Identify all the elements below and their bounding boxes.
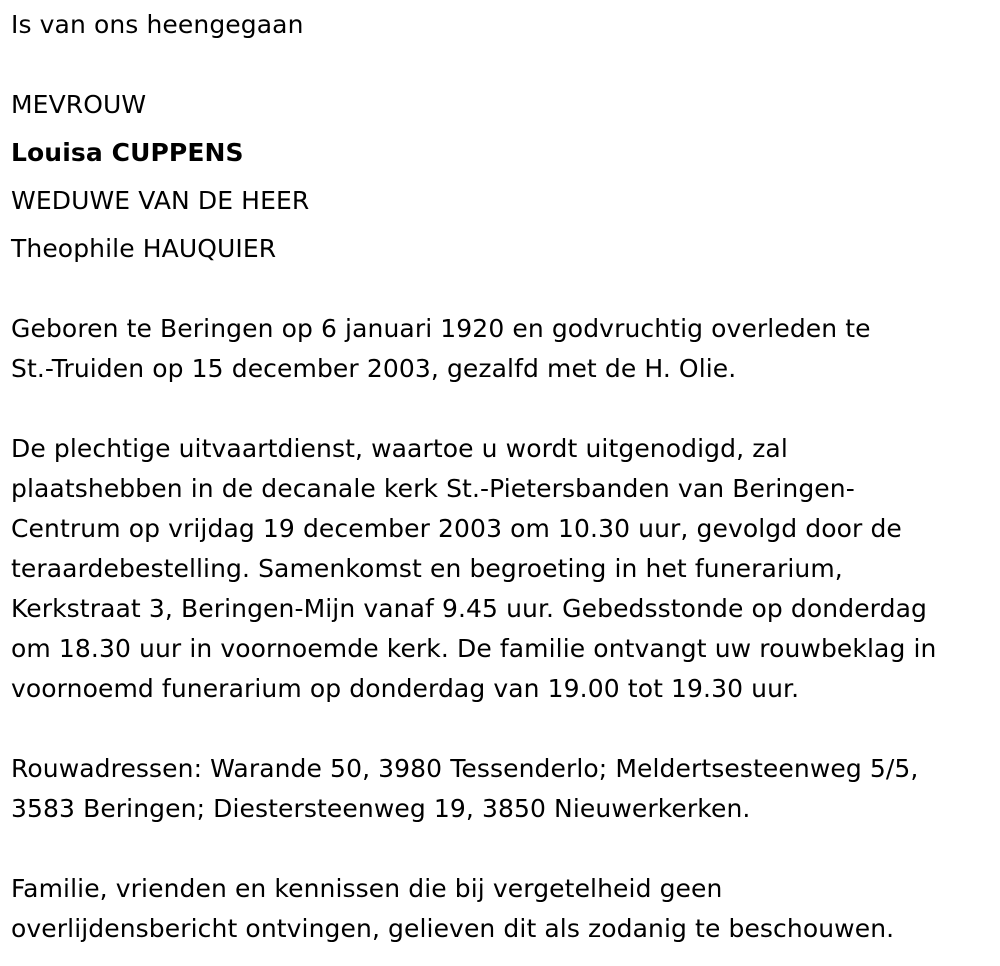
deceased-name: Louisa CUPPENS [11,138,244,167]
intro-text: Is van ons heengegaan [11,10,304,39]
paragraph-line: teraardebestelling. Samenkomst en begroeting in het funerarium, [11,554,843,583]
paragraph-line: St.-Truiden op 15 december 2003, gezalfd met de H. Olie. [11,354,737,383]
paragraph-line: Centrum op vrijdag 19 december 2003 om 10.30 uur, gevolgd door de [11,514,902,543]
widow-of-label: WEDUWE VAN DE HEER [11,186,310,215]
paragraph-line: Geboren te Beringen op 6 januari 1920 en godvruchtig overleden te [11,314,871,343]
paragraph-line: Rouwadressen: Warande 50, 3980 Tessenderlo; Meldertsesteenweg 5/5, [11,754,919,783]
paragraph-line: om 18.30 uur in voornoemde kerk. De familie ontvangt uw rouwbeklag in [11,634,937,663]
paragraph-line: Familie, vrienden en kennissen die bij vergetelheid geen [11,874,723,903]
paragraph-line: voornoemd funerarium op donderdag van 19.00 tot 19.30 uur. [11,674,800,703]
paragraph-line: 3583 Beringen; Diestersteenweg 19, 3850 Nieuwerkerken. [11,794,751,823]
spouse-name: Theophile HAUQUIER [11,234,277,263]
paragraph-line: overlijdensbericht ontvingen, gelieven dit als zodanig te beschouwen. [11,914,895,943]
paragraph-line: De plechtige uitvaartdienst, waartoe u wordt uitgenodigd, zal [11,434,788,463]
paragraph-line: Kerkstraat 3, Beringen-Mijn vanaf 9.45 uur. Gebedsstonde op donderdag [11,594,927,623]
paragraph-line: plaatshebben in de decanale kerk St.-Pietersbanden van Beringen- [11,474,855,503]
title-prefix: MEVROUW [11,90,147,119]
